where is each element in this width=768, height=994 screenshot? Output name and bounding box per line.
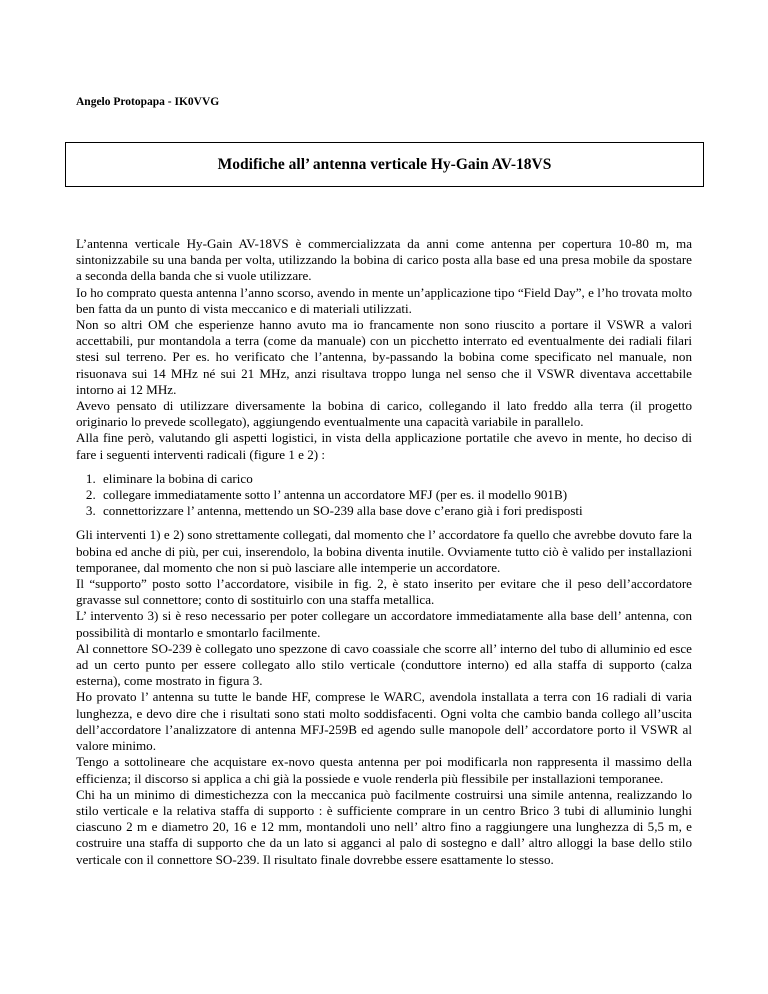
list-item: 3. connettorizzare l’ antenna, mettendo un SO-239 alla base dove c’erano già i fori predisposti [99,503,692,519]
author-line: Angelo Protopapa - IK0VVG [76,96,220,108]
paragraph: Non so altri OM che esperienze hanno avuto ma io francamente non sono riuscito a portare il VSWR a valori accettabili, pur montandola a terra (come da manuale) con un picchetto interrato ed eventualmente dei radiali filari stesi sul terreno. Per es. ho verificato che l’antenna, by-passando la bobina come specificato nel manuale, non risuonava sui 14 MHz né sui 21 MHz, anzi risultava troppo lunga nel senso che il VSWR diventava accettabile intorno ai 12 MHz. [76,317,692,397]
paragraph: Chi ha un minimo di dimestichezza con la meccanica può facilmente costruirsi una simile antenna, realizzando lo stilo verticale e la relativa staffa di supporto : è sufficiente comprare in un centro Brico 3 tubi di alluminio lunghi ciascuno 2 m e diametro 20, 16 e 12 mm, montandoli uno nell’ altro fino a raggiungere una lunghezza di 5,5 m, e costruire una staffa di supporto che da un lato si agganci al palo di sostegno e dall’ altro alloggi la base dello stilo verticale con il connettore SO-239. Il risultato finale dovrebbe essere esattamente lo stesso. [76,786,692,867]
paragraph: L’antenna verticale Hy-Gain AV-18VS è commercializzata da anni come antenna per copertura 10-80 m, ma sintonizzabile su una banda per volta, utilizzando la bobina di carico posta alla base ed una presa mobile da spostare a seconda della banda che si vuole utilizzare. [76,236,692,284]
title-box [65,142,704,187]
paragraph: Il “supporto” posto sotto l’accordatore, visibile in fig. 2, è stato inserito per evitare che il peso dell’accordatore gravasse sul connettore; conto di sostituirlo con una staffa metallica. [76,576,692,608]
document-title: Modifiche all’ antenna verticale Hy-Gain AV-18VS [217,155,552,173]
paragraph: Gli interventi 1) e 2) sono strettamente collegati, dal momento che l’ accordatore fa quello che avrebbe dovuto fare la bobina ed anche di più, per cui, inserendolo, la bobina diventa inutile. Ovviamente tutto ciò è valido per installazioni temporanee, dal momento che non si può lasciare alle intemperie un accordatore. [76,527,692,575]
paragraph: Io ho comprato questa antenna l’anno scorso, avendo in mente un’applicazione tipo “Field Day”, e l’ho trovata molto ben fatta da un punto di vista meccanico e di materiali utilizzati. [76,284,692,316]
paragraph: L’ intervento 3) si è reso necessario per poter collegare un accordatore immediatamente alla base dell’ antenna, con possibilità di montarlo e smontarlo facilmente. [76,608,692,640]
article-body [76,236,692,868]
paragraph: Tengo a sottolineare che acquistare ex-novo questa antenna per poi modificarla non rappresenta il massimo della efficienza; il discorso si applica a chi già la possiede e vuole renderla più flessibile per installazioni temporanee. [76,754,692,786]
paragraph: Avevo pensato di utilizzare diversamente la bobina di carico, collegando il lato freddo alla terra (il progetto originario lo prevede scollegato), aggiungendo eventualmente una capacità variabile in parallelo. [76,398,692,430]
paragraph: Alla fine però, valutando gli aspetti logistici, in vista della applicazione portatile che avevo in mente, ho deciso di fare i seguenti interventi radicali (figure 1 e 2) : [76,430,692,462]
paragraph: Al connettore SO-239 è collegato uno spezzone di cavo coassiale che scorre all’ interno del tubo di alluminio ed esce ad un certo punto per essere collegato allo stilo verticale (conduttore interno) ed alla staffa di supporto (calza esterna), come mostrato in figura 3. [76,640,692,689]
paragraph: Ho provato l’ antenna su tutte le bande HF, comprese le WARC, avendola installata a terra con 16 radiali di varia lunghezza, e devo dire che i risultati sono stati molto soddisfacenti. Ogni volta che cambio banda collego all’uscita dell’accordatore l’analizzatore di antenna MFJ-259B ed agendo sulle manopole dell’ accordatore porto il VSWR al valore minimo. [76,689,692,754]
list-item: 1. eliminare la bobina di carico [99,471,692,487]
intervention-list [76,471,692,520]
list-item: 2. collegare immediatamente sotto l’ antenna un accordatore MFJ (per es. il modello 901B) [99,487,692,503]
